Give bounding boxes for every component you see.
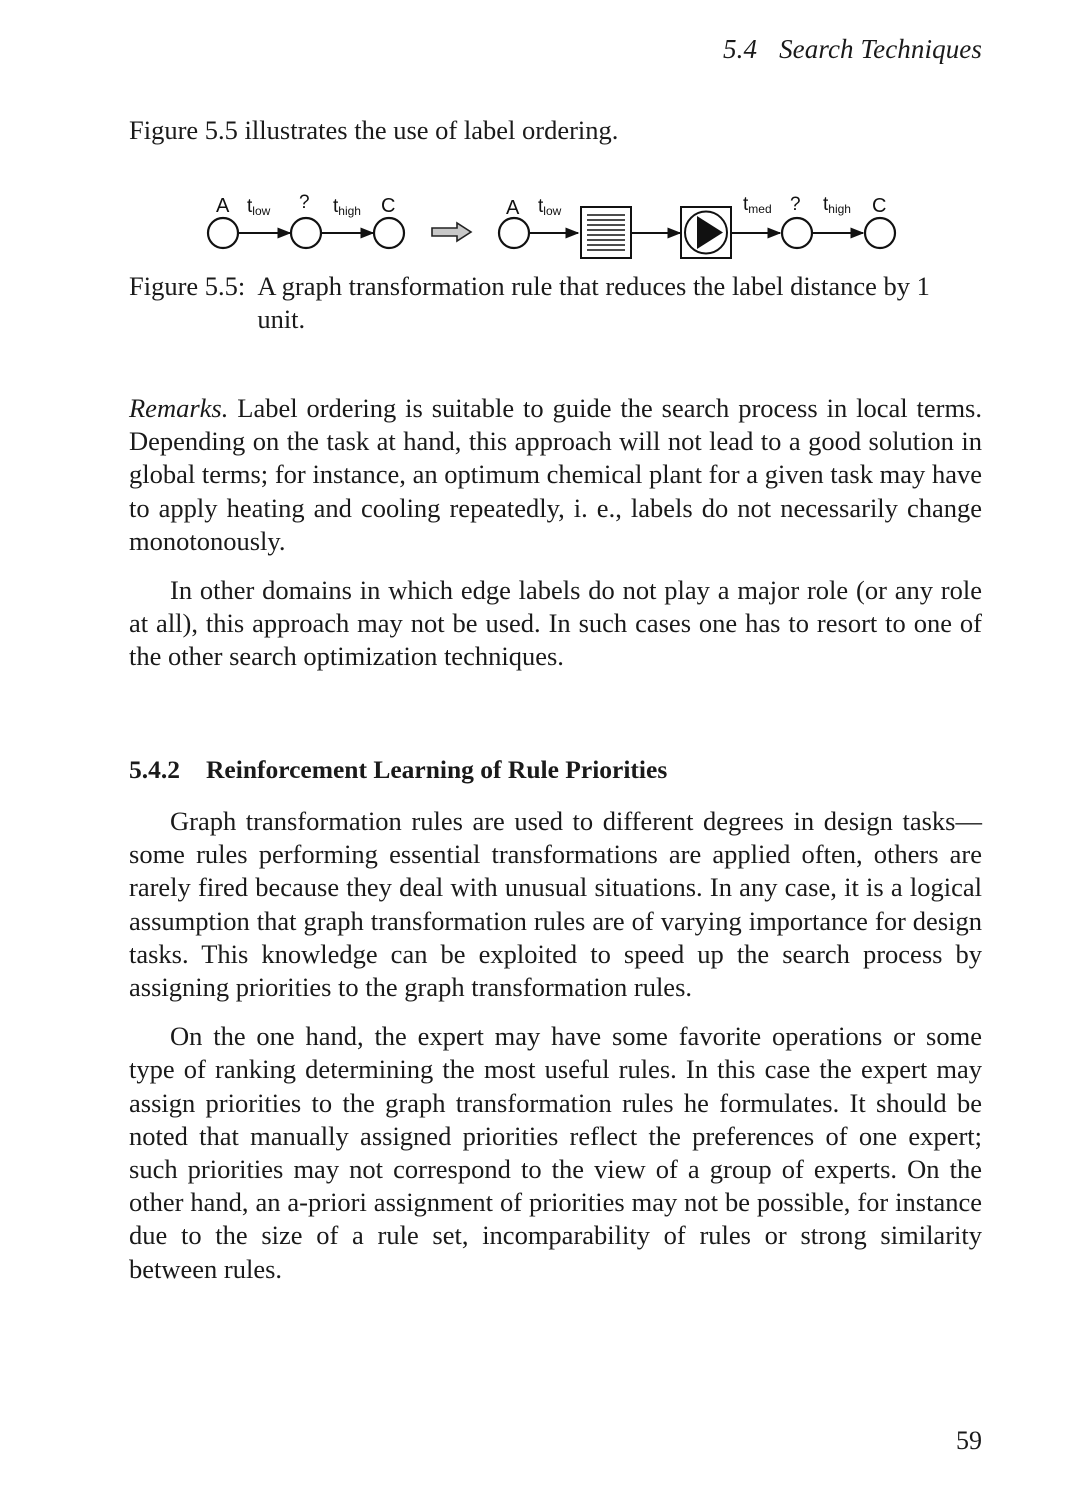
right-node-a: [499, 218, 529, 248]
right-edge-low-label: [538, 196, 562, 218]
left-edge-low-main: t: [247, 196, 253, 217]
right-node-c: [865, 218, 895, 248]
left-node-a-label: A: [216, 195, 230, 217]
right-node-c-label: C: [872, 195, 887, 217]
right-node-a-label: A: [506, 197, 520, 219]
paragraph-rules-degrees: Graph transformation rules are used to different degrees in design tasks—some rules performing essential transformations are applied often, others are rarely fired because they deal with unusual situations. In any case, it is a logical assumption that graph transformation rules are of varying importance for design tasks. This knowledge can be exploited to speed up the search process by assigning priorities to the graph transformation rules.: [129, 806, 982, 1003]
left-graph: [208, 192, 404, 248]
running-head: [723, 34, 982, 65]
section-title: Reinforcement Learning of Rule Priorities: [206, 755, 668, 784]
right-edge-high-main: t: [823, 194, 829, 215]
right-edge-med-main: t: [743, 194, 749, 215]
left-edge-low-sub: low: [252, 204, 271, 218]
left-node-c-label: C: [381, 195, 396, 217]
right-edge-low-main: t: [538, 196, 544, 217]
remarks-text: Label ordering is suitable to guide the search process in local terms. Depending on the task at hand, this approach will not lead to a good solution in global terms; for instance, an optimum chemical plant for a given task may have to apply heating and cooling repeatedly, i. e., labels do not necessarily change monotonously.: [129, 393, 982, 556]
section-heading: [129, 755, 667, 785]
paragraph-other-domains: In other domains in which edge labels do not play a major role (or any role at all), this approach may not be used. In such cases one has to resort to one of the other search optimization techniques.: [129, 575, 982, 672]
left-node-c: [374, 218, 404, 248]
figure-caption-label: Figure 5.5:: [129, 271, 246, 301]
pump-icon: [681, 207, 731, 258]
remarks-lead: Remarks.: [129, 393, 229, 423]
left-node-a: [208, 218, 238, 248]
left-edge-high-main: t: [333, 196, 339, 217]
figure-5-5: [195, 182, 915, 268]
right-edge-high-sub: high: [828, 202, 851, 216]
left-edge-high-sub: high: [338, 204, 361, 218]
right-edge-med-sub: med: [748, 202, 772, 216]
running-head-section-title: Search Techniques: [779, 34, 982, 64]
right-edge-low-sub: low: [543, 204, 562, 218]
running-head-section-number: 5.4: [723, 34, 758, 64]
right-graph: [499, 194, 895, 258]
intro-sentence: Figure 5.5 illustrates the use of label ordering.: [129, 115, 619, 145]
right-edge-med-label: [743, 194, 772, 216]
figure-caption: [129, 270, 982, 336]
heat-exchanger-icon: [581, 207, 631, 258]
remarks-paragraph: [129, 392, 982, 558]
intro-paragraph: [129, 114, 982, 147]
paragraph-expert: On the one hand, the expert may have some favorite operations or some type of ranking determining the most useful rules. In this case the expert may assign priorities to the graph transformation rules he formulates. It should be noted that manually assigned priorities reflect the preferences of one expert; such priorities may not correspond to the view of a group of experts. On the other hand, an a-priori assignment of priorities may not be possible, for instance due to the size of a rule set, incomparability of rules or strong similarity between rules.: [129, 1021, 982, 1284]
section-body: [129, 805, 982, 1286]
figure-caption-text: A graph transformation rule that reduces the label distance by 1 unit.: [257, 271, 930, 335]
left-edge-low-label: [247, 196, 271, 218]
transformation-arrow-icon: [432, 223, 471, 241]
right-node-unknown-label: ?: [790, 194, 801, 215]
page-number: 59: [956, 1426, 982, 1455]
right-edge-high-label: [823, 194, 851, 216]
left-node-unknown-label: ?: [299, 192, 310, 213]
right-node-unknown: [782, 218, 812, 248]
left-edge-high-label: [333, 196, 361, 218]
remarks-block: [129, 392, 982, 674]
left-node-unknown: [291, 218, 321, 248]
section-number: 5.4.2: [129, 755, 180, 784]
